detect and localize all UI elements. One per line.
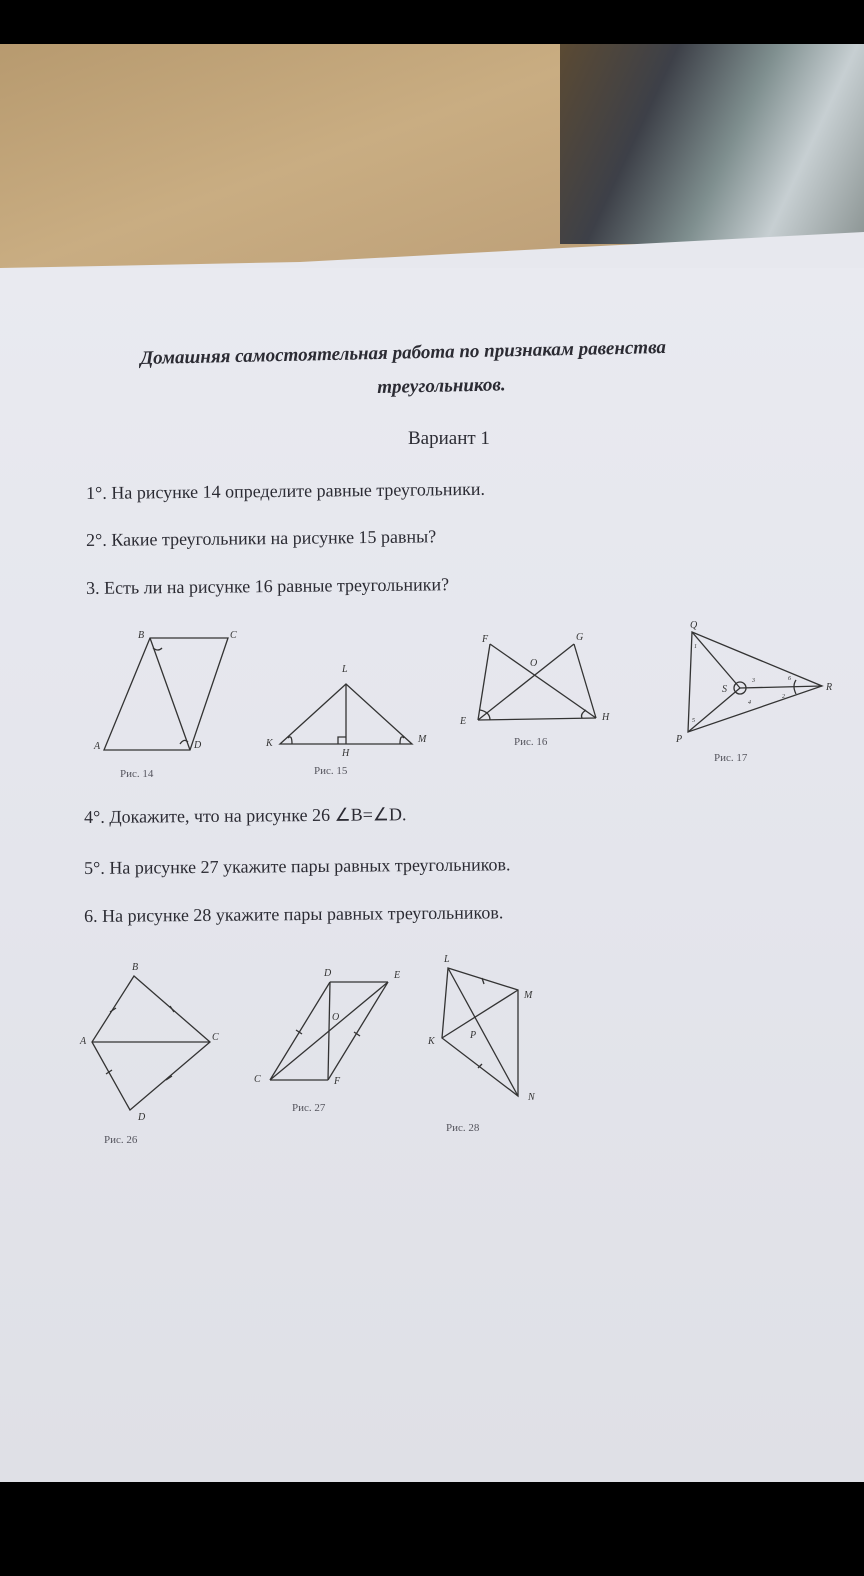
fig28-label-l: L <box>444 954 450 965</box>
fig26-label-c: C <box>212 1032 219 1043</box>
figure-16 <box>456 628 628 736</box>
fig17-angle-3: 3 <box>752 678 755 684</box>
figure-27 <box>248 962 408 1092</box>
task-5: 5°. На рисунке 27 укажите пары равных треугольников. <box>84 854 511 878</box>
figure-14 <box>90 622 250 762</box>
task-1: 1°. На рисунке 14 определите равные треугольники. <box>86 478 486 503</box>
stack-of-books <box>560 44 864 244</box>
worksheet-title-line1: Домашняя самостоятельная работа по признакам равенства <box>140 336 667 369</box>
fig17-angle-1: 1 <box>694 644 697 650</box>
fig27-label-f: F <box>334 1076 341 1087</box>
worksheet-title-line2: треугольников. <box>377 374 506 398</box>
figure-26 <box>78 956 228 1126</box>
fig14-label-c: C <box>230 630 237 641</box>
fig26-label-a: A <box>80 1036 87 1047</box>
fig28-label-n: N <box>528 1092 535 1103</box>
fig17-label-q: Q <box>690 620 698 631</box>
task-6: 6. На рисунке 28 укажите пары равных треугольников. <box>84 902 504 926</box>
fig17-angle-5: 5 <box>692 718 695 724</box>
task-2: 2°. Какие треугольники на рисунке 15 равны? <box>86 526 437 550</box>
fig26-caption: Рис. 26 <box>104 1134 138 1146</box>
fig17-caption: Рис. 17 <box>714 752 748 764</box>
fig28-label-m: M <box>524 990 533 1001</box>
fig16-label-o: O <box>530 658 538 669</box>
task-3: 3. Есть ли на рисунке 16 равные треугольники? <box>86 574 450 598</box>
fig14-caption: Рис. 14 <box>120 768 154 780</box>
fig16-label-e: E <box>460 716 467 727</box>
variant-label: Вариант 1 <box>408 428 490 449</box>
fig27-caption: Рис. 27 <box>292 1102 326 1114</box>
fig15-caption: Рис. 15 <box>314 765 348 777</box>
figure-28 <box>424 948 554 1108</box>
fig16-label-f: F <box>482 634 489 645</box>
bottom-black-bar <box>0 1482 864 1576</box>
fig14-label-d: D <box>194 740 202 751</box>
fig17-angle-2: 2 <box>782 694 785 700</box>
fig16-caption: Рис. 16 <box>514 736 548 748</box>
fig27-label-e: E <box>394 970 401 981</box>
task-4: 4°. Докажите, что на рисунке 26 ∠B=∠D. <box>84 804 407 827</box>
fig15-label-l: L <box>342 664 348 675</box>
fig28-label-k: K <box>428 1036 435 1047</box>
top-black-bar <box>0 0 864 44</box>
fig28-caption: Рис. 28 <box>446 1122 480 1134</box>
fig16-label-h: H <box>602 712 610 723</box>
fig17-label-s: S <box>722 684 727 695</box>
fig17-angle-4: 4 <box>748 700 751 706</box>
fig15-label-k: K <box>266 738 273 749</box>
fig26-label-d: D <box>138 1112 146 1123</box>
fig14-label-b: B <box>138 630 145 641</box>
fig27-label-d: D <box>324 968 332 979</box>
fig17-label-r: R <box>826 682 833 693</box>
fig15-label-h: H <box>342 748 350 759</box>
fig14-label-a: A <box>94 741 101 752</box>
fig15-label-m: M <box>418 734 427 745</box>
fig17-angle-6: 6 <box>788 676 791 682</box>
figure-17 <box>674 618 844 748</box>
fig17-label-p: P <box>676 734 683 745</box>
fig27-label-o: O <box>332 1012 340 1023</box>
fig27-label-c: C <box>254 1074 261 1085</box>
fig28-label-p: P <box>470 1030 477 1041</box>
fig16-label-g: G <box>576 632 584 643</box>
fig26-label-b: B <box>132 962 139 973</box>
figure-15 <box>262 658 434 760</box>
